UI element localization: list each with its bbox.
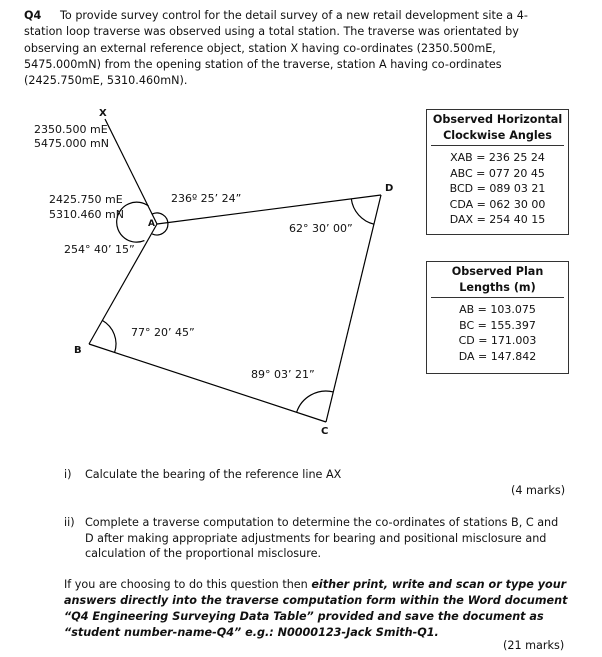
part-ii-text: Complete a traverse computation to determine the co-ordinates of stations B, C and D after making appropriate adjustments for bearing and positional misclosure and calculation of the proportional misclosure. [85,516,559,560]
length-row: DA = 147.842 [458,349,537,363]
angle-row: ABC = 077 20 45 [450,166,545,180]
intro-line-5: (2425.750mE, 5310.460mN). [24,74,188,88]
arc-b [103,321,116,353]
observed-angles-box [426,109,569,235]
angle-row: BCD = 089 03 21 [449,182,546,195]
arc-d [351,199,374,224]
angle-xab-label: 236º 25’ 24” [171,192,242,205]
submission-instructions: If you are choosing to do this question then either print, write and scan or type your answers directly into the traverse computation form within the Word document “Q4 Engineering Surveying Data Table” provided and save the document as “student number-name-Q4” e.g.: N0000123-Jack Smith-Q1. [64,578,568,639]
length-row: CD = 171.003 [458,334,537,347]
part-ii-marks: (21 marks) [503,639,565,652]
line-bc [89,344,326,422]
station-b-label: B [74,345,82,356]
part-i-marks: (4 marks) [511,484,566,497]
angle-abc-label: 77° 20’ 45” [131,326,195,339]
angle-row: CDA = 062 30 00 [449,197,546,211]
part-i-number: i) [64,468,72,481]
arc-c [297,391,334,412]
part-i-text: Calculate the bearing of the reference line AX [85,468,342,481]
question-number: Q4 [24,9,42,22]
coord-x-northing: 5475.000 mN [34,137,109,150]
coord-a-easting: 2425.750 mE [49,193,123,206]
station-d-label: D [385,183,394,194]
station-x-label: X [99,108,107,119]
angle-dax-label: 254° 40’ 15” [64,243,135,256]
angle-row: XAB = 236 25 24 [450,151,545,164]
intro-line-1: To provide survey control for the detail survey of a new retail development site a 4- [60,9,528,22]
angle-bcd-label: 89° 03’ 21” [251,368,315,381]
angle-row: DAX = 254 40 15 [449,213,546,226]
intro-line-2: station loop traverse was observed using a total station. The traverse was orientated by [24,25,519,39]
observed-angles-title: Observed Horizontal Clockwise Angles [431,110,564,146]
coord-a-northing: 5310.460 mN [49,208,124,221]
part-ii-number: ii) [64,516,75,529]
angle-cda-label: 62° 30’ 00” [289,222,353,235]
station-c-label: C [321,426,329,437]
intro-line-4: 5475.000mN) from the opening station of the traverse, station A having co-ordinates [24,57,502,71]
length-row: BC = 155.397 [459,318,536,332]
length-row: AB = 103.075 [459,303,536,316]
observed-lengths-title: Observed Plan Lengths (m) [431,262,564,298]
observed-lengths-box [426,261,569,374]
coord-x-easting: 2350.500 mE [34,123,108,136]
intro-line-3: observing an external reference object, station X having co-ordinates (2350.500mE, [24,41,496,55]
station-a-label: A [148,219,155,229]
